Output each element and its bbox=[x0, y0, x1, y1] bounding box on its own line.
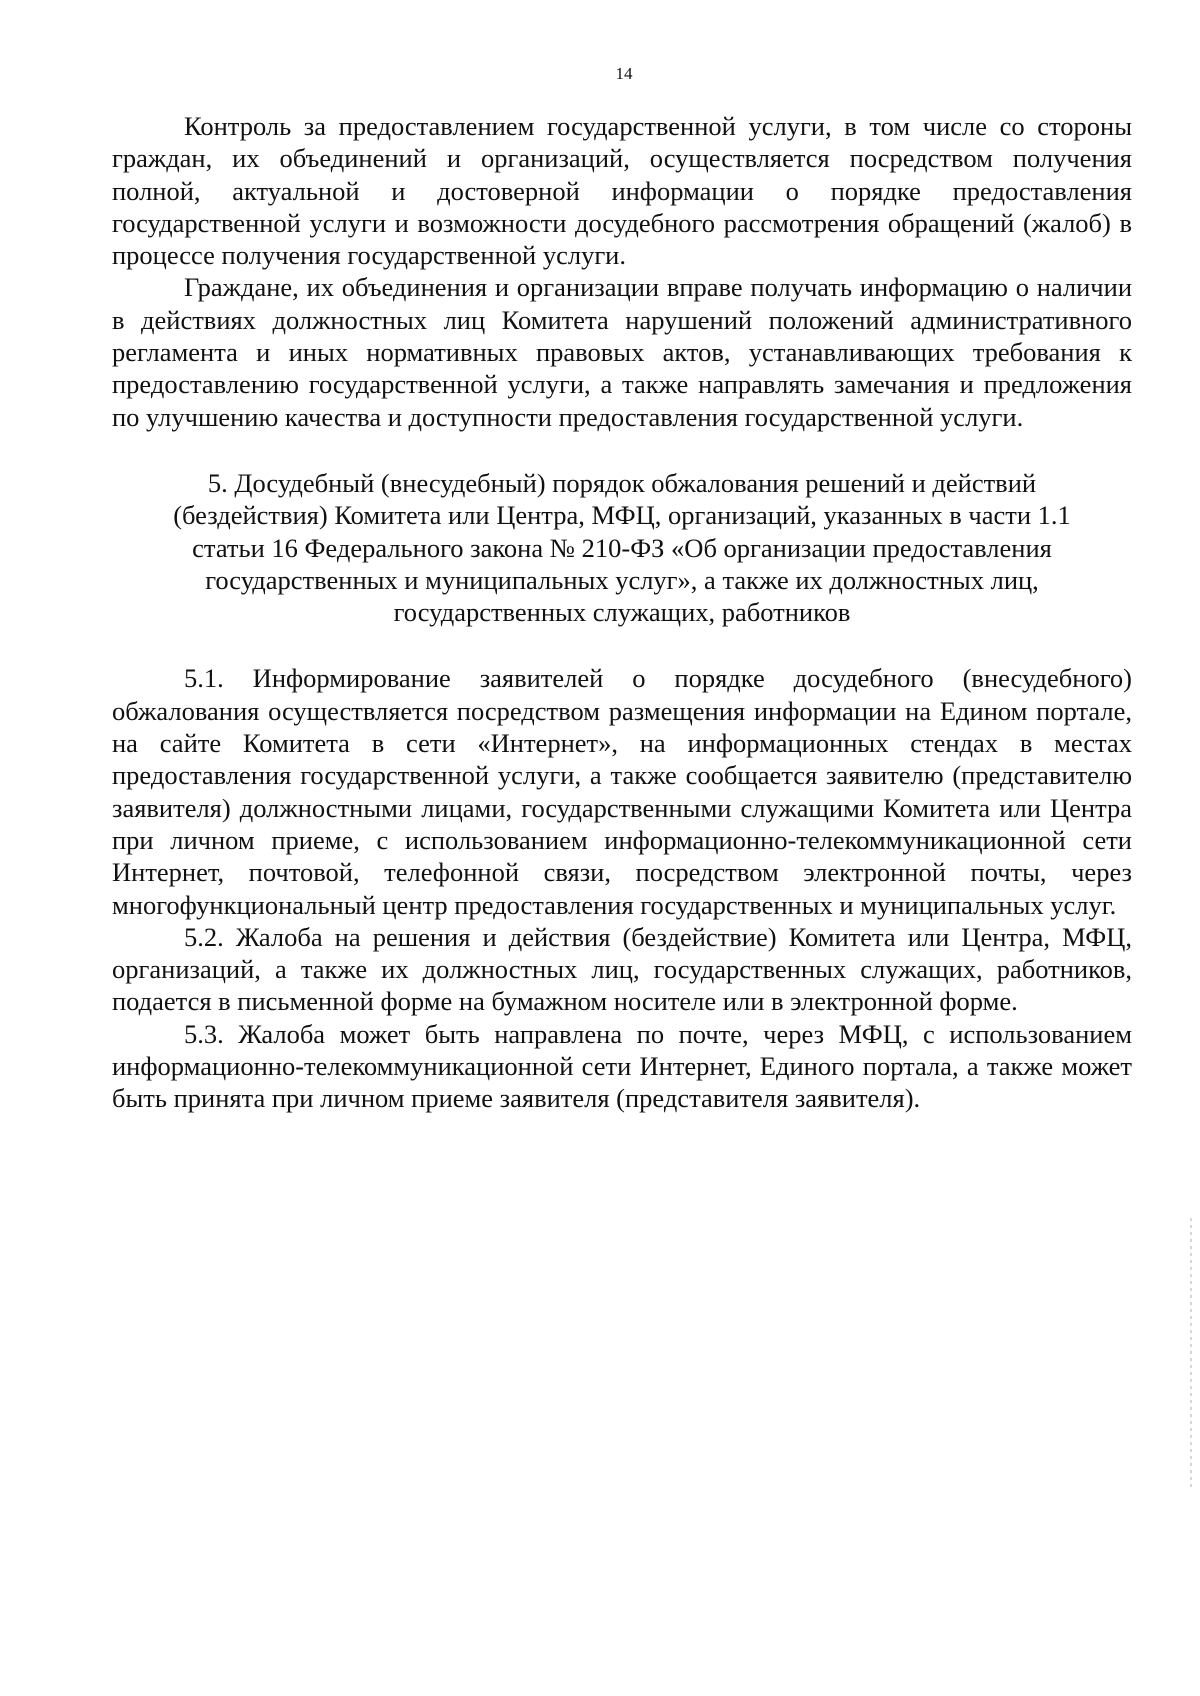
paragraph-citizens-rights: Граждане, их объединения и организации вправе получать информацию о наличии в действиях должностных лиц Комитета нарушений положений административного регламента и иных нормативных правовых актов, устанавливающих требования к предоставлению государственной услуги, а также направлять замечания и предложения по улучшению качества и доступности предоставления государственной услуги. bbox=[112, 272, 1132, 432]
paragraph-5-2: 5.2. Жалоба на решения и действия (бездействие) Комитета или Центра, МФЦ, организаций, а также их должностных лиц, государственных служащих, работников, подается в письменной форме на бумажном носителе или в электронной форме. bbox=[112, 921, 1132, 1017]
spacer bbox=[112, 628, 1132, 662]
scan-edge-mark bbox=[1190, 1218, 1192, 1488]
paragraph-control: Контроль за предоставлением государственной услуги, в том числе со стороны граждан, их объединений и организаций, осуществляется посредством получения полной, актуальной и достоверной информации о порядке предоставления государственной услуги и возможности досудебного рассмотрения обращений (жалоб) в процессе получения государственной услуги. bbox=[112, 111, 1132, 271]
paragraph-5-1: 5.1. Информирование заявителей о порядке досудебного (внесудебного) обжалования осуществляется посредством размещения информации на Едином портале, на сайте Комитета в сети «Интернет», на информационных стендах в местах предоставления государственной услуги, а также сообщается заявителю (представителю заявителя) должностными лицами, государственными служащими Комитета или Центра при личном приеме, с использованием информационно-телекоммуникационной сети Интернет, почтовой, телефонной связи, посредством электронной почты, через многофункциональный центр предоставления государственных и муниципальных услуг. bbox=[112, 663, 1132, 920]
document-body bbox=[112, 110, 1132, 1115]
spacer bbox=[112, 433, 1132, 467]
section-heading: 5. Досудебный (внесудебный) порядок обжалования решений и действий (бездействия) Комитета или Центра, МФЦ, организаций, указанных в части 1.1 статьи 16 Федерального закона № 210-ФЗ «Об организации предоставления государственных и муниципальных услуг», а также их должностных лиц, государственных служащих, работников bbox=[173, 467, 1071, 628]
page-number: 14 bbox=[615, 64, 633, 83]
paragraph-5-3: 5.3. Жалоба может быть направлена по почте, через МФЦ, с использованием информационно-телекоммуникационной сети Интернет, Единого портала, а также может быть принята при личном приеме заявителя (представителя заявителя). bbox=[112, 1018, 1132, 1114]
